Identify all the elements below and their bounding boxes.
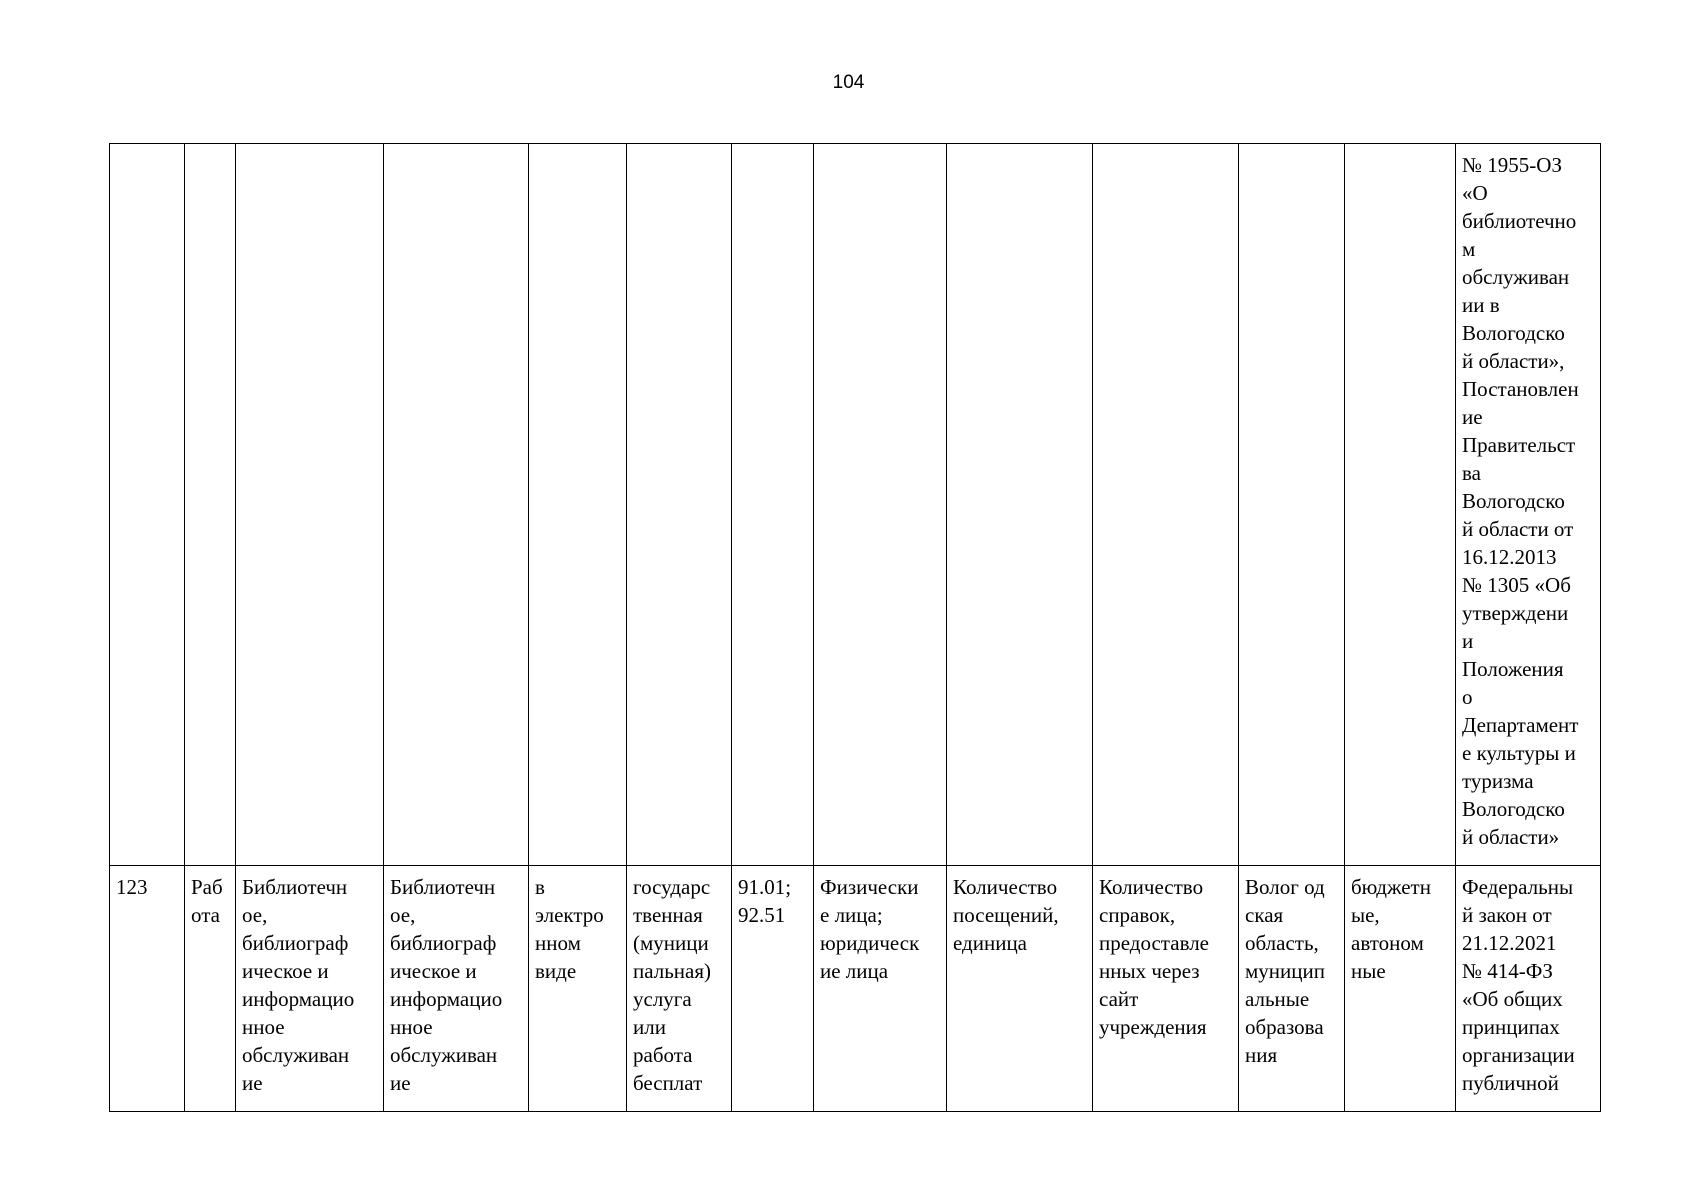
table-cell-legal-basis: Федеральны й закон от 21.12.2021 № 414-ФЗ «Об общих принципах организации публичной <box>1456 866 1601 1112</box>
table-cell-name <box>236 144 384 866</box>
table-cell-legal-basis: № 1955-ОЗ «О библиотечно м обслуживан ии в Вологодско й области», Постановлен ие Правительст ва Вологодско й области от 16.12.2013 № 1305 «Об утверждени и Положения о Департамент е культуры и туризма Вологодско й области» <box>1456 144 1601 866</box>
table-cell-condition <box>529 144 627 866</box>
table-cell-number: 123 <box>110 866 185 1112</box>
table-cell-volume-indicator <box>1093 144 1239 866</box>
table-cell-okved <box>732 144 814 866</box>
table-cell-volume-indicator: Количество справок, предоставле нных через сайт учреждения <box>1093 866 1239 1112</box>
services-register-table <box>109 143 1601 1112</box>
table-cell-status <box>627 144 732 866</box>
table-cell-type: Раб ота <box>185 866 236 1112</box>
table-cell-founder: Волог од ская область, муницип альные образова ния <box>1239 866 1345 1112</box>
table-cell-condition: в электро нном виде <box>529 866 627 1112</box>
table-cell-number <box>110 144 185 866</box>
table-cell-institution-type <box>1345 144 1456 866</box>
table-cell-status: государс твенная (муници пальная) услуга или работа бесплат <box>627 866 732 1112</box>
table-cell-content: Библиотечн ое, библиограф ическое и информацио нное обслуживан ие <box>384 866 529 1112</box>
table-cell-consumers: Физически е лица; юридическ ие лица <box>814 866 947 1112</box>
table-cell-institution-type: бюджетн ые, автоном ные <box>1345 866 1456 1112</box>
table-cell-content <box>384 144 529 866</box>
table-cell-okved: 91.01; 92.51 <box>732 866 814 1112</box>
table-cell-quality-indicator: Количество посещений, единица <box>947 866 1093 1112</box>
table-cell-quality-indicator <box>947 144 1093 866</box>
table-cell-name: Библиотечн ое, библиограф ическое и информацио нное обслуживан ие <box>236 866 384 1112</box>
table-row-123 <box>110 866 1601 1112</box>
table-cell-type <box>185 144 236 866</box>
table-row-continuation <box>110 144 1601 866</box>
table-cell-consumers <box>814 144 947 866</box>
table-cell-founder <box>1239 144 1345 866</box>
page-number: 104 <box>832 72 865 93</box>
